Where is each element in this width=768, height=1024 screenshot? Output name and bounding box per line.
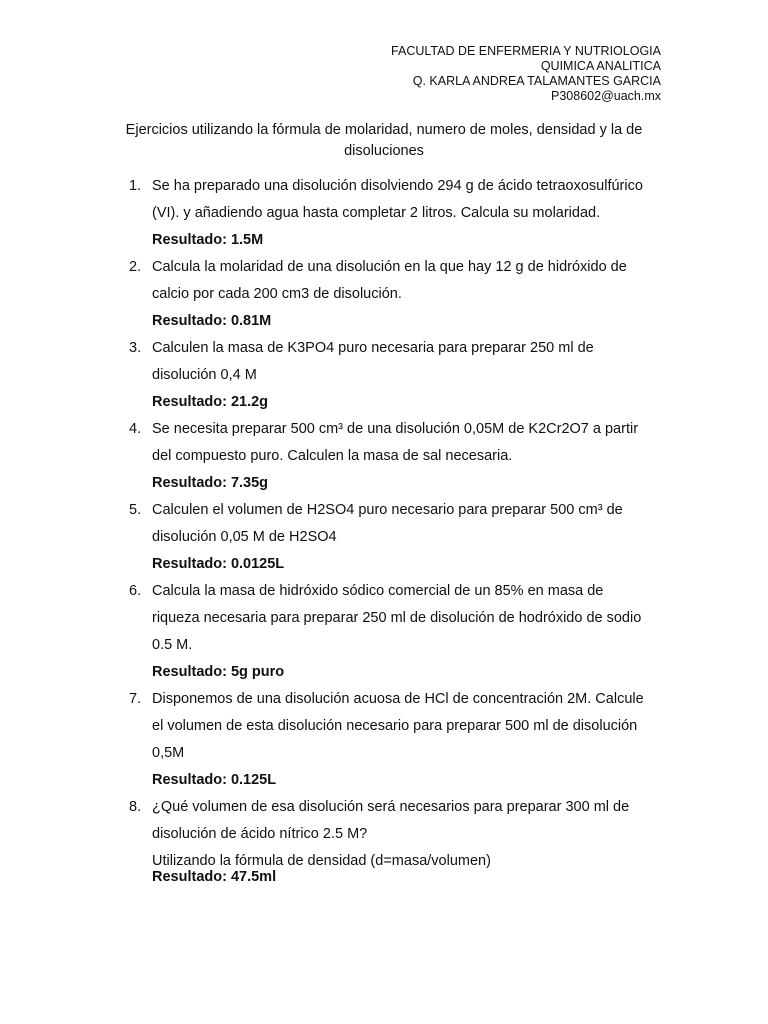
exercise-item-5 xyxy=(0,497,652,578)
exercise-question: Calcula la masa de hidróxido sódico comercial de un 85% en masa de riqueza necesaria para preparar 250 ml de disolución de hodróxido de sodio 0.5 M. xyxy=(152,583,642,653)
exercise-number: 2. xyxy=(129,259,142,275)
exercise-number: 6. xyxy=(129,583,142,599)
exercise-item-3 xyxy=(0,335,652,416)
exercise-item-4 xyxy=(0,416,652,497)
header-subject: QUIMICA ANALITICA xyxy=(540,59,661,73)
exercise-item-7 xyxy=(0,686,652,794)
exercise-question: Calcula la molaridad de una disolución en la que hay 12 g de hidróxido de calcio por cada 200 cm3 de disolución. xyxy=(152,259,627,302)
exercise-question: Calculen el volumen de H2SO4 puro necesario para preparar 500 cm³ de disolución 0,05 M de H2SO4 xyxy=(152,502,623,545)
exercise-number: 8. xyxy=(129,799,142,815)
exercise-number: 5. xyxy=(129,502,142,518)
header-teacher: Q. KARLA ANDREA TALAMANTES GARCIA xyxy=(412,74,661,88)
exercise-list xyxy=(0,173,768,885)
exercise-question: Disponemos de una disolución acuosa de HCl de concentración 2M. Calcule el volumen de esta disolución necesario para preparar 500 ml de disolución 0,5M xyxy=(152,691,644,761)
exercise-result: Resultado: 0.81M xyxy=(152,313,272,329)
exercise-item-6 xyxy=(0,578,652,686)
exercise-note: Utilizando la fórmula de densidad (d=masa/volumen) xyxy=(152,853,491,869)
exercise-item-2 xyxy=(0,254,652,335)
exercise-question: ¿Qué volumen de esa disolución será necesarios para preparar 300 ml de disolución de ácido nítrico 2.5 M? xyxy=(152,799,630,842)
exercise-result: Resultado: 5g puro xyxy=(152,664,285,680)
exercise-question: Se ha preparado una disolución disolviendo 294 g de ácido tetraoxosulfúrico (VI). y añadiendo agua hasta completar 2 litros. Calcula su molaridad. xyxy=(152,178,643,221)
header-faculty: FACULTAD DE ENFERMERIA Y NUTRIOLOGIA xyxy=(391,44,661,58)
exercise-number: 1. xyxy=(129,178,142,194)
header-email: P308602@uach.mx xyxy=(551,89,661,103)
exercise-question: Se necesita preparar 500 cm³ de una disolución 0,05M de K2Cr2O7 a partir del compuesto puro. Calculen la masa de sal necesaria. xyxy=(152,421,639,464)
exercise-result: Resultado: 0.125L xyxy=(152,772,277,788)
exercise-item-1 xyxy=(0,173,652,254)
document-header xyxy=(391,44,661,104)
exercise-result: Resultado: 0.0125L xyxy=(152,556,285,572)
exercise-result: Resultado: 1.5M xyxy=(152,232,264,248)
exercise-result: Resultado: 21.2g xyxy=(152,394,269,410)
exercise-number: 3. xyxy=(129,340,142,356)
document-title: Ejercicios utilizando la fórmula de molaridad, numero de moles, densidad y la de disoluciones xyxy=(125,122,643,159)
exercise-number: 7. xyxy=(129,691,142,707)
exercise-result: Resultado: 7.35g xyxy=(152,475,269,491)
exercise-item-8 xyxy=(0,794,652,885)
exercise-result: Resultado: 47.5ml xyxy=(152,869,277,885)
exercise-number: 4. xyxy=(129,421,142,437)
exercise-question: Calculen la masa de K3PO4 puro necesaria para preparar 250 ml de disolución 0,4 M xyxy=(152,340,594,383)
